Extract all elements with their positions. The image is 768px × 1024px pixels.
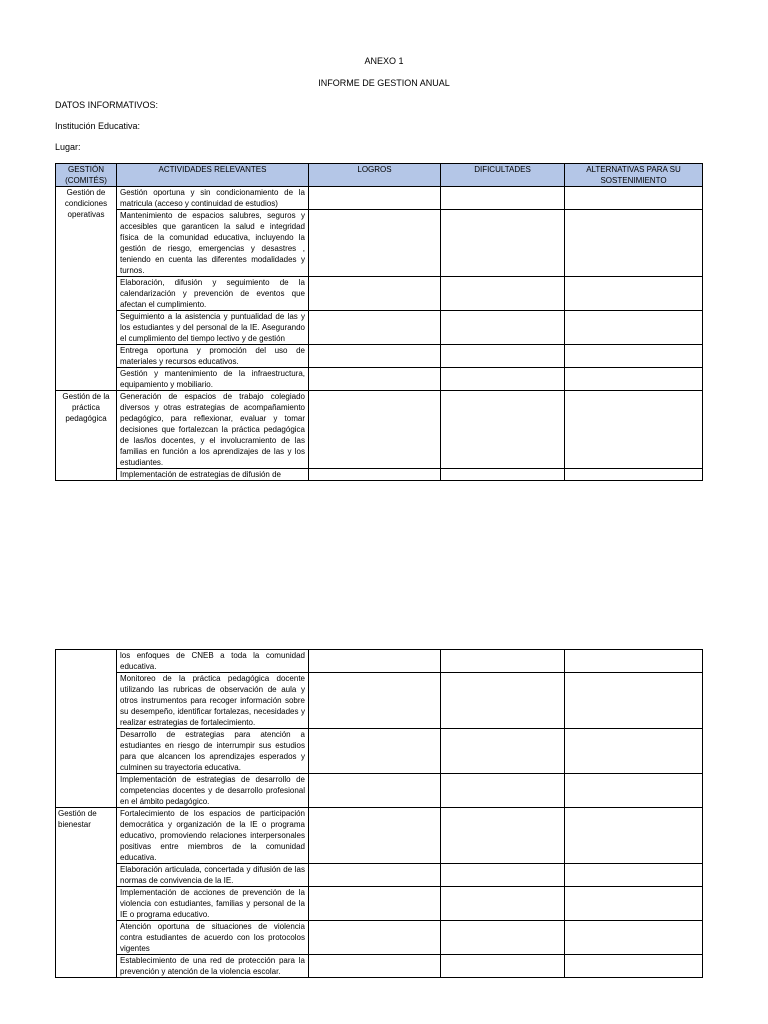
header-alternativas: ALTERNATIVAS PARA SU SOSTENIMIENTO bbox=[565, 164, 703, 187]
dificultades-cell[interactable] bbox=[441, 864, 565, 887]
logros-cell[interactable] bbox=[309, 368, 441, 391]
activity-cell: Entrega oportuna y promoción del uso de materiales y recursos educativos. bbox=[117, 345, 309, 368]
institution-label: Institución Educativa: bbox=[55, 121, 141, 131]
logros-cell[interactable] bbox=[309, 673, 441, 729]
gestion-cell: Gestión de la práctica pedagógica bbox=[56, 391, 117, 481]
dificultades-cell[interactable] bbox=[441, 187, 565, 210]
dificultades-cell[interactable] bbox=[441, 921, 565, 955]
table-row bbox=[56, 650, 703, 673]
table-row bbox=[56, 921, 703, 955]
table-header-row bbox=[56, 164, 703, 187]
logros-cell[interactable] bbox=[309, 774, 441, 808]
table-row bbox=[56, 864, 703, 887]
alternativas-cell[interactable] bbox=[565, 345, 703, 368]
alternativas-cell[interactable] bbox=[565, 368, 703, 391]
logros-cell[interactable] bbox=[309, 921, 441, 955]
dificultades-cell[interactable] bbox=[441, 311, 565, 345]
activity-cell: Gestión y mantenimiento de la infraestructura, equipamiento y mobiliario. bbox=[117, 368, 309, 391]
alternativas-cell[interactable] bbox=[565, 729, 703, 774]
table-row bbox=[56, 673, 703, 729]
table-row bbox=[56, 277, 703, 311]
activity-cell: Elaboración articulada, concertada y difusión de las normas de convivencia de la IE. bbox=[117, 864, 309, 887]
dificultades-cell[interactable] bbox=[441, 887, 565, 921]
dificultades-cell[interactable] bbox=[441, 210, 565, 277]
alternativas-cell[interactable] bbox=[565, 808, 703, 864]
activity-cell: Mantenimiento de espacios salubres, seguros y accesibles que garanticen la salud e integridad física de la comunidad educativa, incluyendo la gestión de riesgo, emergencias y desastres , teniendo en cuenta las diferentes modalidades y turnos. bbox=[117, 210, 309, 277]
document-title: INFORME DE GESTION ANUAL bbox=[318, 78, 450, 88]
activity-cell: Fortalecimiento de los espacios de participación democrática y organización de la IE o programa educativo, promoviendo relaciones interpersonales positivas entre miembros de la comunidad educativa. bbox=[117, 808, 309, 864]
dificultades-cell[interactable] bbox=[441, 391, 565, 469]
table-row bbox=[56, 887, 703, 921]
alternativas-cell[interactable] bbox=[565, 187, 703, 210]
table-row bbox=[56, 311, 703, 345]
header-logros: LOGROS bbox=[309, 164, 441, 187]
header-dificultades: DIFICULTADES bbox=[441, 164, 565, 187]
alternativas-cell[interactable] bbox=[565, 673, 703, 729]
logros-cell[interactable] bbox=[309, 391, 441, 469]
activity-cell: Gestión oportuna y sin condicionamiento de la matricula (acceso y continuidad de estudios) bbox=[117, 187, 309, 210]
alternativas-cell[interactable] bbox=[565, 391, 703, 469]
alternativas-cell[interactable] bbox=[565, 887, 703, 921]
dificultades-cell[interactable] bbox=[441, 277, 565, 311]
alternativas-cell[interactable] bbox=[565, 311, 703, 345]
dificultades-cell[interactable] bbox=[441, 774, 565, 808]
gestion-cell bbox=[56, 650, 117, 808]
table-row bbox=[56, 955, 703, 978]
activity-cell: los enfoques de CNEB a toda la comunidad educativa. bbox=[117, 650, 309, 673]
activity-cell: Implementación de estrategias de difusión de bbox=[117, 469, 309, 481]
alternativas-cell[interactable] bbox=[565, 955, 703, 978]
alternativas-cell[interactable] bbox=[565, 277, 703, 311]
alternativas-cell[interactable] bbox=[565, 210, 703, 277]
table-row bbox=[56, 391, 703, 469]
logros-cell[interactable] bbox=[309, 808, 441, 864]
alternativas-cell[interactable] bbox=[565, 774, 703, 808]
activity-cell: Generación de espacios de trabajo colegiado diversos y otras estrategias de acompañamiento pedagógico, para reflexionar, evaluar y tomar decisiones que fortalezcan la práctica pedagógica de las/los docentes, y el involucramiento de las familias en función a los aprendizajes de las y los estudiantes. bbox=[117, 391, 309, 469]
header-gestion: GESTIÓN (COMITÉS) bbox=[56, 164, 117, 187]
logros-cell[interactable] bbox=[309, 650, 441, 673]
gestion-cell: Gestión de condiciones operativas bbox=[56, 187, 117, 391]
logros-cell[interactable] bbox=[309, 469, 441, 481]
logros-cell[interactable] bbox=[309, 210, 441, 277]
dificultades-cell[interactable] bbox=[441, 673, 565, 729]
dificultades-cell[interactable] bbox=[441, 650, 565, 673]
header-actividades: ACTIVIDADES RELEVANTES bbox=[117, 164, 309, 187]
activity-cell: Implementación de estrategias de desarrollo de competencias docentes y de desarrollo profesional en el ámbito pedagógico. bbox=[117, 774, 309, 808]
activity-cell: Establecimiento de una red de protección para la prevención y atención de la violencia escolar. bbox=[117, 955, 309, 978]
table-row bbox=[56, 469, 703, 481]
alternativas-cell[interactable] bbox=[565, 864, 703, 887]
logros-cell[interactable] bbox=[309, 277, 441, 311]
table-row bbox=[56, 187, 703, 210]
logros-cell[interactable] bbox=[309, 887, 441, 921]
section-label: DATOS INFORMATIVOS: bbox=[55, 100, 159, 110]
table-row bbox=[56, 345, 703, 368]
alternativas-cell[interactable] bbox=[565, 650, 703, 673]
activity-cell: Desarrollo de estrategias para atención a estudiantes en riesgo de interrumpir sus estudios para que alcancen los aprendizajes esperados y culminen su trayectoria educativa. bbox=[117, 729, 309, 774]
logros-cell[interactable] bbox=[309, 345, 441, 368]
alternativas-cell[interactable] bbox=[565, 469, 703, 481]
dificultades-cell[interactable] bbox=[441, 729, 565, 774]
table-row bbox=[56, 729, 703, 774]
table-row bbox=[56, 368, 703, 391]
logros-cell[interactable] bbox=[309, 729, 441, 774]
activity-cell: Atención oportuna de situaciones de violencia contra estudiantes de acuerdo con los protocolos vigentes bbox=[117, 921, 309, 955]
activity-cell: Seguimiento a la asistencia y puntualidad de las y los estudiantes y del personal de la IE. Asegurando el cumplimiento del tiempo lectivo y de gestión bbox=[117, 311, 309, 345]
gestion-cell: Gestión de bienestar bbox=[56, 808, 117, 978]
location-label: Lugar: bbox=[55, 142, 81, 152]
activity-cell: Elaboración, difusión y seguimiento de la calendarización y prevención de eventos que afectan el cumplimiento. bbox=[117, 277, 309, 311]
dificultades-cell[interactable] bbox=[441, 469, 565, 481]
logros-cell[interactable] bbox=[309, 864, 441, 887]
alternativas-cell[interactable] bbox=[565, 921, 703, 955]
dificultades-cell[interactable] bbox=[441, 345, 565, 368]
dificultades-cell[interactable] bbox=[441, 955, 565, 978]
logros-cell[interactable] bbox=[309, 187, 441, 210]
table-row bbox=[56, 808, 703, 864]
logros-cell[interactable] bbox=[309, 955, 441, 978]
table-row bbox=[56, 210, 703, 277]
logros-cell[interactable] bbox=[309, 311, 441, 345]
dificultades-cell[interactable] bbox=[441, 368, 565, 391]
activity-cell: Monitoreo de la práctica pedagógica docente utilizando las rubricas de observación de aula y otros instrumentos para recoger información sobre su desempeño, identificar fortalezas, necesidades y realizar estrategias de fortalecimiento. bbox=[117, 673, 309, 729]
management-report-table bbox=[55, 163, 703, 481]
dificultades-cell[interactable] bbox=[441, 808, 565, 864]
annex-label: ANEXO 1 bbox=[364, 56, 404, 66]
table-row bbox=[56, 774, 703, 808]
activity-cell: Implementación de acciones de prevención de la violencia con estudiantes, familias y personal de la IE o programa educativo. bbox=[117, 887, 309, 921]
management-report-table-continued bbox=[55, 649, 703, 978]
